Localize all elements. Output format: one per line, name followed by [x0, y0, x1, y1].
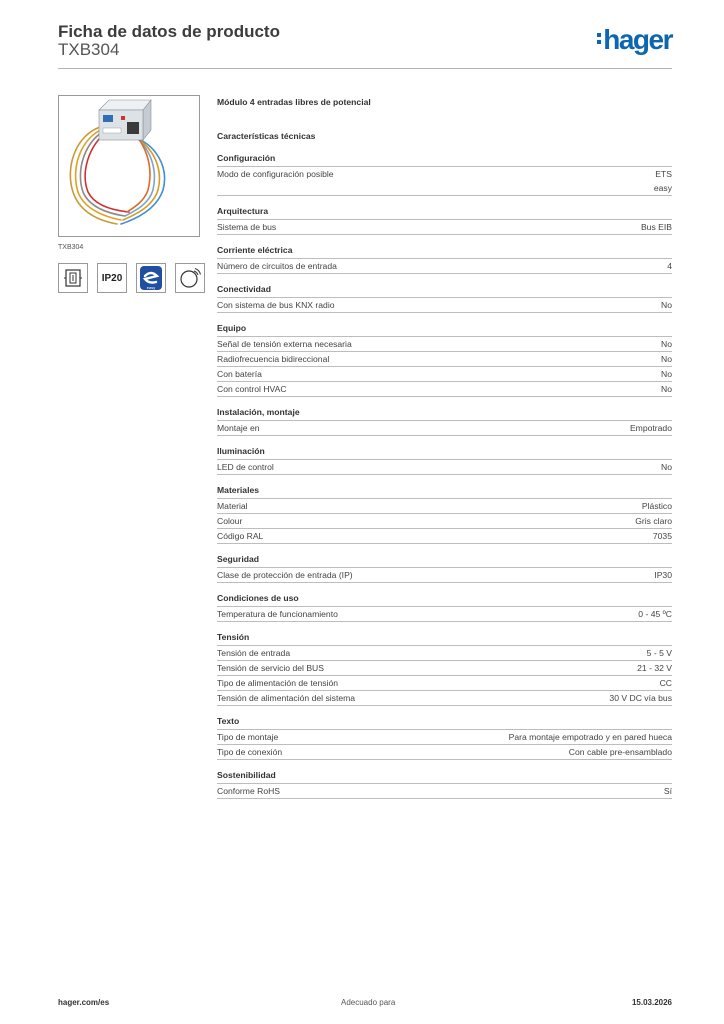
spec-row — [217, 498, 672, 513]
spec-value: Empotrado — [629, 423, 672, 433]
spec-value: 0 - 45 ºC — [638, 609, 672, 619]
spec-label: Tipo de conexión — [217, 747, 283, 757]
spec-value: No — [661, 339, 672, 349]
footer-date: 15.03.2026 — [631, 998, 672, 1007]
easy-label: easy — [146, 285, 156, 290]
header-divider — [58, 68, 672, 69]
section-title: Sostenibilidad — [217, 770, 276, 780]
ip20-badge — [97, 263, 127, 293]
spec-row — [217, 675, 672, 690]
spec-value — [654, 167, 672, 195]
section-title: Condiciones de uso — [217, 593, 299, 603]
spec-value: 5 - 5 V — [646, 648, 672, 658]
spec-label: Con sistema de bus KNX radio — [217, 300, 335, 310]
spec-row — [217, 459, 672, 475]
spec-row — [217, 297, 672, 313]
certification-icons — [58, 263, 205, 293]
section-title: Arquitectura — [217, 206, 269, 216]
spec-label: Tensión de alimentación del sistema — [217, 693, 356, 703]
section-title: Materiales — [217, 485, 260, 495]
spec-value: 21 - 32 V — [637, 663, 672, 673]
knx-module-with-wires-icon — [59, 96, 199, 236]
spec-label: Tipo de alimentación de tensión — [217, 678, 339, 688]
din-rail-device-icon — [58, 263, 88, 293]
spec-label: LED de control — [217, 462, 274, 472]
spec-label: Montaje en — [217, 423, 260, 433]
spec-row — [217, 420, 672, 436]
spec-row — [217, 567, 672, 583]
spec-value: Bus EIB — [640, 222, 672, 232]
spec-label: Número de circuitos de entrada — [217, 261, 337, 271]
spec-value: Sí — [663, 786, 672, 796]
section-title: Instalación, montaje — [217, 407, 300, 417]
spec-row — [217, 336, 672, 351]
spec-row — [217, 381, 672, 397]
spec-label: Sistema de bus — [217, 222, 277, 232]
section-title: Conectividad — [217, 284, 271, 294]
easy-configuration-icon — [136, 263, 166, 293]
spec-label: Tipo de montaje — [217, 732, 279, 742]
spec-value: No — [661, 354, 672, 364]
spec-row — [217, 744, 672, 760]
spec-label: Señal de tensión externa necesaria — [217, 339, 352, 349]
spec-label: Código RAL — [217, 531, 264, 541]
spec-value-line: easy — [653, 183, 672, 193]
spec-row — [217, 528, 672, 544]
spec-label: Radiofrecuencia bidireccional — [217, 354, 330, 364]
spec-value: Para montaje empotrado y en pared hueca — [508, 732, 672, 742]
product-code: TXB304 — [58, 40, 120, 59]
spec-label: Colour — [217, 516, 243, 526]
spec-value: 4 — [667, 261, 672, 271]
product-description: Módulo 4 entradas libres de potencial — [217, 97, 371, 107]
product-image — [58, 95, 200, 237]
spec-row — [217, 729, 672, 744]
hager-logo — [597, 26, 672, 54]
section-title: Seguridad — [217, 554, 260, 564]
spec-value: Con cable pre-ensamblado — [568, 747, 672, 757]
spec-sections — [217, 151, 672, 799]
footer-website: hager.com/es — [58, 998, 110, 1007]
ip20-label: IP20 — [101, 272, 123, 284]
section-title: Configuración — [217, 153, 276, 163]
spec-value: No — [661, 300, 672, 310]
spec-label: Con batería — [217, 369, 262, 379]
product-image-caption: TXB304 — [58, 244, 84, 251]
spec-value: 30 V DC vía bus — [609, 693, 672, 703]
spec-label: Tensión de entrada — [217, 648, 291, 658]
logo-text: hager — [603, 24, 672, 55]
section-title: Equipo — [217, 323, 247, 333]
section-title: Iluminación — [217, 446, 265, 456]
spec-value: IP30 — [654, 570, 672, 580]
spec-value-line: ETS — [655, 169, 672, 179]
spec-heading: Características técnicas — [217, 131, 316, 141]
spec-row — [217, 660, 672, 675]
spec-label: Modo de configuración posible — [217, 169, 334, 179]
spec-value: Gris claro — [635, 516, 672, 526]
page-header — [58, 20, 672, 70]
spec-row — [217, 366, 672, 381]
spec-label: Conforme RoHS — [217, 786, 281, 796]
spec-label: Clase de protección de entrada (IP) — [217, 570, 353, 580]
spec-row — [217, 219, 672, 235]
spec-label: Material — [217, 501, 248, 511]
spec-value: No — [661, 462, 672, 472]
technical-specifications — [217, 95, 672, 799]
spec-label: Tensión de servicio del BUS — [217, 663, 324, 673]
spec-value: No — [661, 369, 672, 379]
spec-label: Con control HVAC — [217, 384, 287, 394]
logo-dots-icon — [597, 33, 601, 44]
spec-value: CC — [659, 678, 672, 688]
spec-row — [217, 513, 672, 528]
page-title: Ficha de datos de producto — [58, 22, 280, 41]
knx-radio-icon — [175, 263, 205, 293]
spec-value: No — [661, 384, 672, 394]
section-title: Texto — [217, 716, 240, 726]
section-title: Tensión — [217, 632, 250, 642]
section-title: Corriente eléctrica — [217, 245, 293, 255]
spec-row — [217, 606, 672, 622]
spec-row — [217, 645, 672, 660]
spec-value: Plástico — [641, 501, 672, 511]
spec-row — [217, 258, 672, 274]
spec-row — [217, 351, 672, 366]
spec-label: Temperatura de funcionamiento — [217, 609, 338, 619]
spec-value: 7035 — [652, 531, 672, 541]
spec-row — [217, 690, 672, 706]
footer-suitable-for: Adecuado para — [341, 998, 396, 1007]
spec-row — [217, 166, 672, 196]
spec-row — [217, 783, 672, 799]
